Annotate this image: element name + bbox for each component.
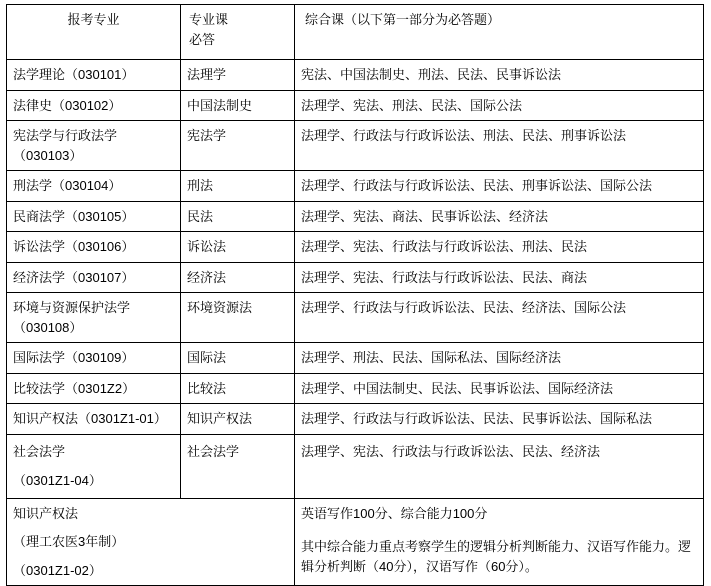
cell-required: 国际法 [181,343,295,374]
table-row [7,373,704,404]
cell-comprehensive: 法理学、宪法、行政法与行政诉讼法、民法、经济法 [295,434,704,498]
footer-note-line2: 其中综合能力重点考察学生的逻辑分析判断能力、汉语写作能力。逻辑分析判断（40分），汉语写作（60分）。 [301,539,692,574]
cell-major: 国际法学（030109） [7,343,181,374]
cell-comprehensive: 法理学、宪法、刑法、民法、国际公法 [295,90,704,121]
cell-comprehensive: 法理学、刑法、民法、国际私法、国际经济法 [295,343,704,374]
table-row [7,171,704,202]
cell-required: 法理学 [181,60,295,91]
table-row [7,201,704,232]
cell-major-footer [7,498,295,586]
table-body [7,60,704,586]
column-header-required [181,5,295,60]
footer-note-line1: 英语写作100分、综合能力100分 [301,505,488,521]
cell-major-line1: 环境与资源保护法学 [13,300,131,315]
cell-comprehensive: 法理学、行政法与行政诉讼法、刑法、民法、刑事诉讼法 [295,121,704,171]
cell-major [7,121,181,171]
table-row [7,121,704,171]
cell-major: 法律史（030102） [7,90,181,121]
cell-footer-note [295,498,704,586]
cell-required: 经济法 [181,262,295,293]
cell-major-line2: （0301Z1-04） [13,473,102,488]
cell-major: 知识产权法（0301Z1-01） [7,404,181,435]
cell-major: 比较法学（0301Z2） [7,373,181,404]
cell-major: 诉讼法学（030106） [7,232,181,263]
cell-major-line2: （030108） [13,319,83,335]
table-header [7,5,704,60]
cell-major-line1: 社会法学 [13,443,66,459]
cell-major: 经济法学（030107） [7,262,181,293]
footer-major-line3: （0301Z1-02） [13,562,102,578]
column-header-required-line2: 必答 [189,31,216,47]
cell-required: 中国法制史 [181,90,295,121]
cell-required: 知识产权法 [181,404,295,435]
table-header-row [7,5,704,60]
table-row-footer [7,498,704,586]
cell-comprehensive: 法理学、宪法、行政法与行政诉讼法、民法、商法 [295,262,704,293]
table-row [7,232,704,263]
table-row [7,90,704,121]
cell-major-line2: （030103） [13,147,83,163]
cell-major [7,434,181,498]
table-row [7,60,704,91]
cell-required: 比较法 [181,373,295,404]
table-row [7,293,704,343]
cell-required: 刑法 [181,171,295,202]
cell-required: 社会法学 [181,434,295,498]
cell-comprehensive: 法理学、中国法制史、民法、民事诉讼法、国际经济法 [295,373,704,404]
cell-comprehensive: 法理学、行政法与行政诉讼法、民法、经济法、国际公法 [295,293,704,343]
table-row [7,434,704,498]
cell-comprehensive: 宪法、中国法制史、刑法、民法、民事诉讼法 [295,60,704,91]
cell-comprehensive: 法理学、宪法、商法、民事诉讼法、经济法 [295,201,704,232]
cell-comprehensive: 法理学、行政法与行政诉讼法、民法、刑事诉讼法、国际公法 [295,171,704,202]
column-header-comprehensive: 综合课（以下第一部分为必答题） [295,5,704,60]
column-header-major: 报考专业 [7,5,181,60]
cell-major: 刑法学（030104） [7,171,181,202]
cell-major: 民商法学（030105） [7,201,181,232]
cell-required: 宪法学 [181,121,295,171]
exam-subjects-table [6,4,704,586]
cell-major [7,293,181,343]
table-row [7,262,704,293]
cell-comprehensive: 法理学、宪法、行政法与行政诉讼法、刑法、民法 [295,232,704,263]
cell-comprehensive: 法理学、行政法与行政诉讼法、民法、民事诉讼法、国际私法 [295,404,704,435]
cell-major: 法学理论（030101） [7,60,181,91]
footer-major-line2: （理工农医3年制） [13,534,125,549]
cell-required: 环境资源法 [181,293,295,343]
table-row [7,404,704,435]
cell-required: 诉讼法 [181,232,295,263]
cell-required: 民法 [181,201,295,232]
cell-major-line1: 宪法学与行政法学 [13,128,118,143]
footer-major-line1: 知识产权法 [13,505,79,521]
column-header-required-line1: 专业课 [189,12,229,27]
table-row [7,343,704,374]
